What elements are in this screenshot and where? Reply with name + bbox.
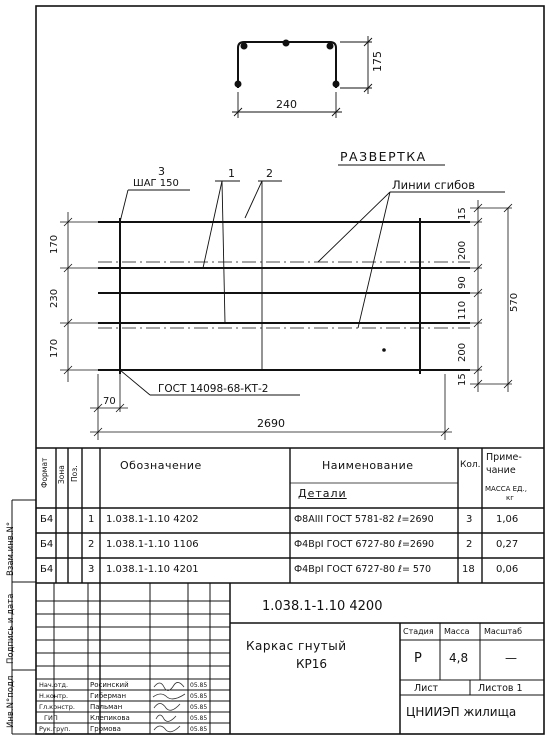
bottom-dimensions: [90, 374, 452, 440]
header-designation: Обозначение: [120, 459, 202, 472]
row-format: Б4: [40, 514, 54, 525]
mesh-bars: [98, 218, 470, 374]
row-format: Б4: [40, 564, 54, 575]
row-designation: 1.038.1-1.10 4201: [106, 564, 199, 575]
sidebar-inv-podl: Инв.N°подл: [6, 675, 16, 728]
signature-name: Росинский: [90, 681, 129, 689]
section-label-details: Детали: [298, 487, 347, 500]
total-length-dim: 2690: [257, 417, 285, 430]
header-name: Наименование: [322, 459, 414, 472]
left-dim-1: 170: [49, 234, 60, 254]
section-height-dim: 175: [371, 51, 384, 72]
signature-name: Громова: [90, 725, 121, 733]
leaders: [120, 178, 505, 395]
signature-name: Гиберман: [90, 692, 127, 700]
header-qty: Кол.: [460, 460, 481, 470]
sidebar-stamp: [0, 0, 36, 738]
bend-lines: [98, 262, 470, 328]
section-dims: [232, 36, 372, 118]
right-dim-6: 15: [457, 373, 468, 386]
sheets-label: Листов 1: [478, 683, 523, 694]
row-pos: 3: [88, 564, 95, 575]
row-name: Ф4ВрI ГОСТ 6727-80 ℓ=2690: [294, 539, 435, 550]
right-dimensions: [470, 200, 512, 392]
cross-section: [236, 41, 339, 89]
scale-label: Масштаб: [484, 627, 523, 636]
header-zone: Зона: [57, 465, 66, 484]
left-dim-2: 230: [49, 288, 60, 308]
signature-date: 05.85: [190, 682, 208, 689]
signature-date: 05.85: [190, 715, 208, 722]
header-note-2: чание: [486, 465, 516, 476]
signature-date: 05.85: [190, 693, 208, 700]
row-qty: 3: [466, 514, 473, 525]
row-name: Ф4ВрI ГОСТ 6727-80 ℓ= 570: [294, 564, 432, 575]
row-note: 0,06: [496, 564, 519, 575]
row-pos: 1: [88, 514, 95, 525]
row-pos: 2: [88, 539, 95, 550]
callout-2: 2: [266, 167, 273, 180]
header-format: Формат: [40, 457, 49, 488]
row-name: Ф8АIII ГОСТ 5781-82 ℓ=2690: [294, 514, 434, 525]
row-format: Б4: [40, 539, 54, 550]
mass-label: Масса: [444, 627, 470, 636]
org-name: ЦНИИЭП жилища: [406, 705, 517, 719]
signature-role: Гл.констр.: [39, 703, 75, 711]
sidebar-vzam-inv: Взам.инв.N°: [6, 521, 16, 576]
row-note: 0,27: [496, 539, 519, 550]
signature-date: 05.85: [190, 726, 208, 733]
total-height-dim: 570: [509, 292, 520, 312]
signature-role: ГИП: [44, 714, 58, 722]
right-dim-2: 200: [457, 240, 468, 260]
left-dim-3: 170: [49, 338, 60, 358]
header-note-1: Приме-: [486, 452, 522, 463]
sheet-label: Лист: [414, 683, 439, 694]
signature-role: Нач.отд.: [39, 681, 69, 689]
row-note: 1,06: [496, 514, 519, 525]
section-width-dim: 240: [276, 98, 297, 111]
signature-date: 05.85: [190, 704, 208, 711]
sidebar-podpis-data: Подпись и дата: [6, 593, 16, 664]
row-qty: 18: [462, 564, 475, 575]
left-dimensions: [60, 212, 98, 382]
stage-label: Стадия: [403, 627, 434, 636]
mass-unit-2: кг: [506, 494, 514, 502]
gost-label: ГОСТ 14098-68-КТ-2: [158, 383, 269, 395]
signature-role: Н.контр.: [39, 692, 69, 700]
row-designation: 1.038.1-1.10 4202: [106, 514, 199, 525]
razvertka-title: РАЗВЕРТКА: [340, 149, 427, 164]
stage-value: Р: [414, 651, 422, 666]
title-line-1: Каркас гнутый: [246, 639, 347, 653]
scale-value: —: [505, 651, 517, 665]
callout-3: 3: [158, 165, 165, 178]
header-pos: Поз.: [70, 465, 79, 482]
mass-value: 4,8: [449, 651, 469, 665]
signature-name: Клепикова: [90, 714, 130, 722]
signature-role: Рук.груп.: [39, 725, 71, 733]
right-dim-5: 200: [457, 342, 468, 362]
callout-step: ШАГ 150: [133, 178, 179, 189]
bend-lines-label: Линии сгибов: [392, 178, 475, 192]
mass-unit-1: МАССА ЕД.,: [485, 485, 527, 493]
title-line-2: КР16: [296, 657, 328, 671]
right-dim-1: 15: [457, 207, 468, 220]
signature-marks: [150, 679, 190, 734]
callout-1: 1: [228, 167, 235, 180]
signature-name: Пальман: [90, 703, 123, 711]
row-designation: 1.038.1-1.10 1106: [106, 539, 199, 550]
doc-code: 1.038.1-1.10 4200: [262, 599, 383, 614]
offset-dim: 70: [103, 396, 116, 407]
right-dim-3: 90: [457, 276, 468, 289]
right-dim-4: 110: [457, 300, 468, 320]
row-qty: 2: [466, 539, 473, 550]
